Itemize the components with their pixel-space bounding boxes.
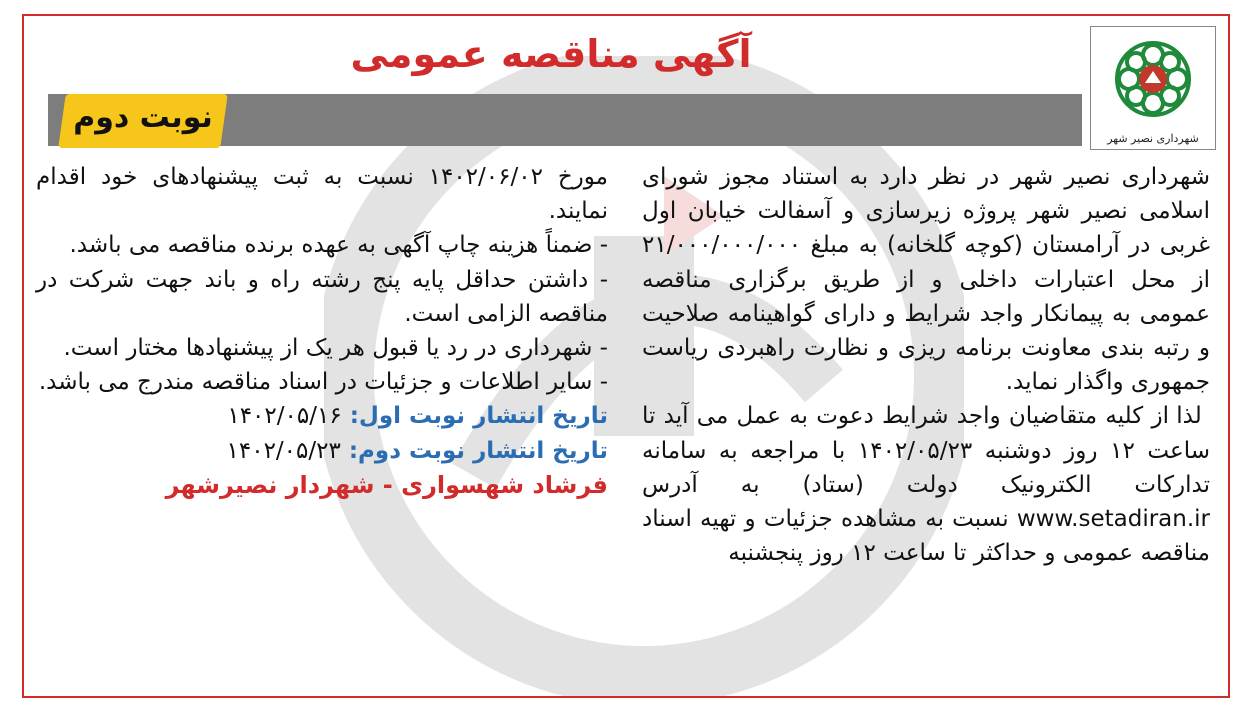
- bullet-print-cost: - ضمناً هزینه چاپ آگهی به عهده برنده مناقصه می باشد.: [69, 232, 608, 259]
- signature: فرشاد شهسواری - شهردار نصیرشهر: [165, 470, 608, 499]
- bullet-contractor-grade: - داشتن حداقل پایه پنج رشته راه و باند جهت شرکت در مناقصه الزامی است.: [36, 266, 608, 327]
- municipality-seal-icon: [1109, 35, 1197, 123]
- right-paragraph-1: شهرداری نصیر شهر در نظر دارد به استناد مجوز شورای اسلامی نصیر شهر پروژه زیرسازی و آسفالت خیابان اول غربی در آرامستان (کوچه گلخانه) به مبلغ ۲۱/۰۰۰/۰۰۰/۰۰۰ از محل اعتبارات داخلی و از طریق برگزاری مناقصه عمومی به پیمانکار واجد شرایط و دارای گواهینامه صلاحیت و رتبه بندی معاونت برنامه ریزی و نظارت راهبردی ریاست جمهوری واگذار نماید.: [642, 164, 1210, 396]
- right-column: [642, 160, 1210, 570]
- first-publication-date: ۱۴۰۲/۰۵/۱۶: [227, 403, 342, 430]
- round-badge-label: نوبت دوم: [73, 100, 213, 135]
- first-publication-label: تاریخ انتشار نوبت اول:: [349, 403, 608, 430]
- left-column: [36, 160, 608, 502]
- logo-caption: شهرداری نصیر شهر: [1107, 132, 1199, 145]
- right-paragraph-2-end: نسبت به مشاهده جزئیات و تهیه اسناد مناقصه عمومی و حداکثر تا ساعت ۱۲ روز پنجشنبه: [642, 506, 1210, 567]
- website-link: www.setadiran.ir: [1016, 506, 1210, 533]
- notice-frame: [22, 14, 1230, 698]
- notice-title: آگهی مناقصه عمومی: [350, 32, 752, 76]
- second-publication-label: تاریخ انتشار نوبت دوم:: [348, 437, 608, 464]
- bullet-other-details: - سایر اطلاعات و جزئیات در اسناد مناقصه مندرج می باشد.: [38, 369, 608, 396]
- first-publication-row: [36, 399, 608, 433]
- left-paragraph-1: مورخ ۱۴۰۲/۰۶/۰۲ نسبت به ثبت پیشنهادهای خود اقدام نمایند.: [36, 164, 608, 225]
- second-publication-date: ۱۴۰۲/۰۵/۲۳: [226, 437, 341, 464]
- right-paragraph-2-start: لذا از کلیه متقاضیان واجد شرایط دعوت به عمل می آید تا ساعت ۱۲ روز دوشنبه ۱۴۰۲/۰۵/۲۳ با مراجعه به سامانه تدارکات الکترونیک دولت (ستاد) به آدرس: [642, 403, 1210, 498]
- bullet-municipality-right: - شهرداری در رد یا قبول هر یک از پیشنهادها مختار است.: [63, 335, 608, 362]
- municipality-logo: [1090, 26, 1216, 150]
- second-publication-row: [36, 434, 608, 468]
- right-paragraph-2: [642, 399, 1210, 570]
